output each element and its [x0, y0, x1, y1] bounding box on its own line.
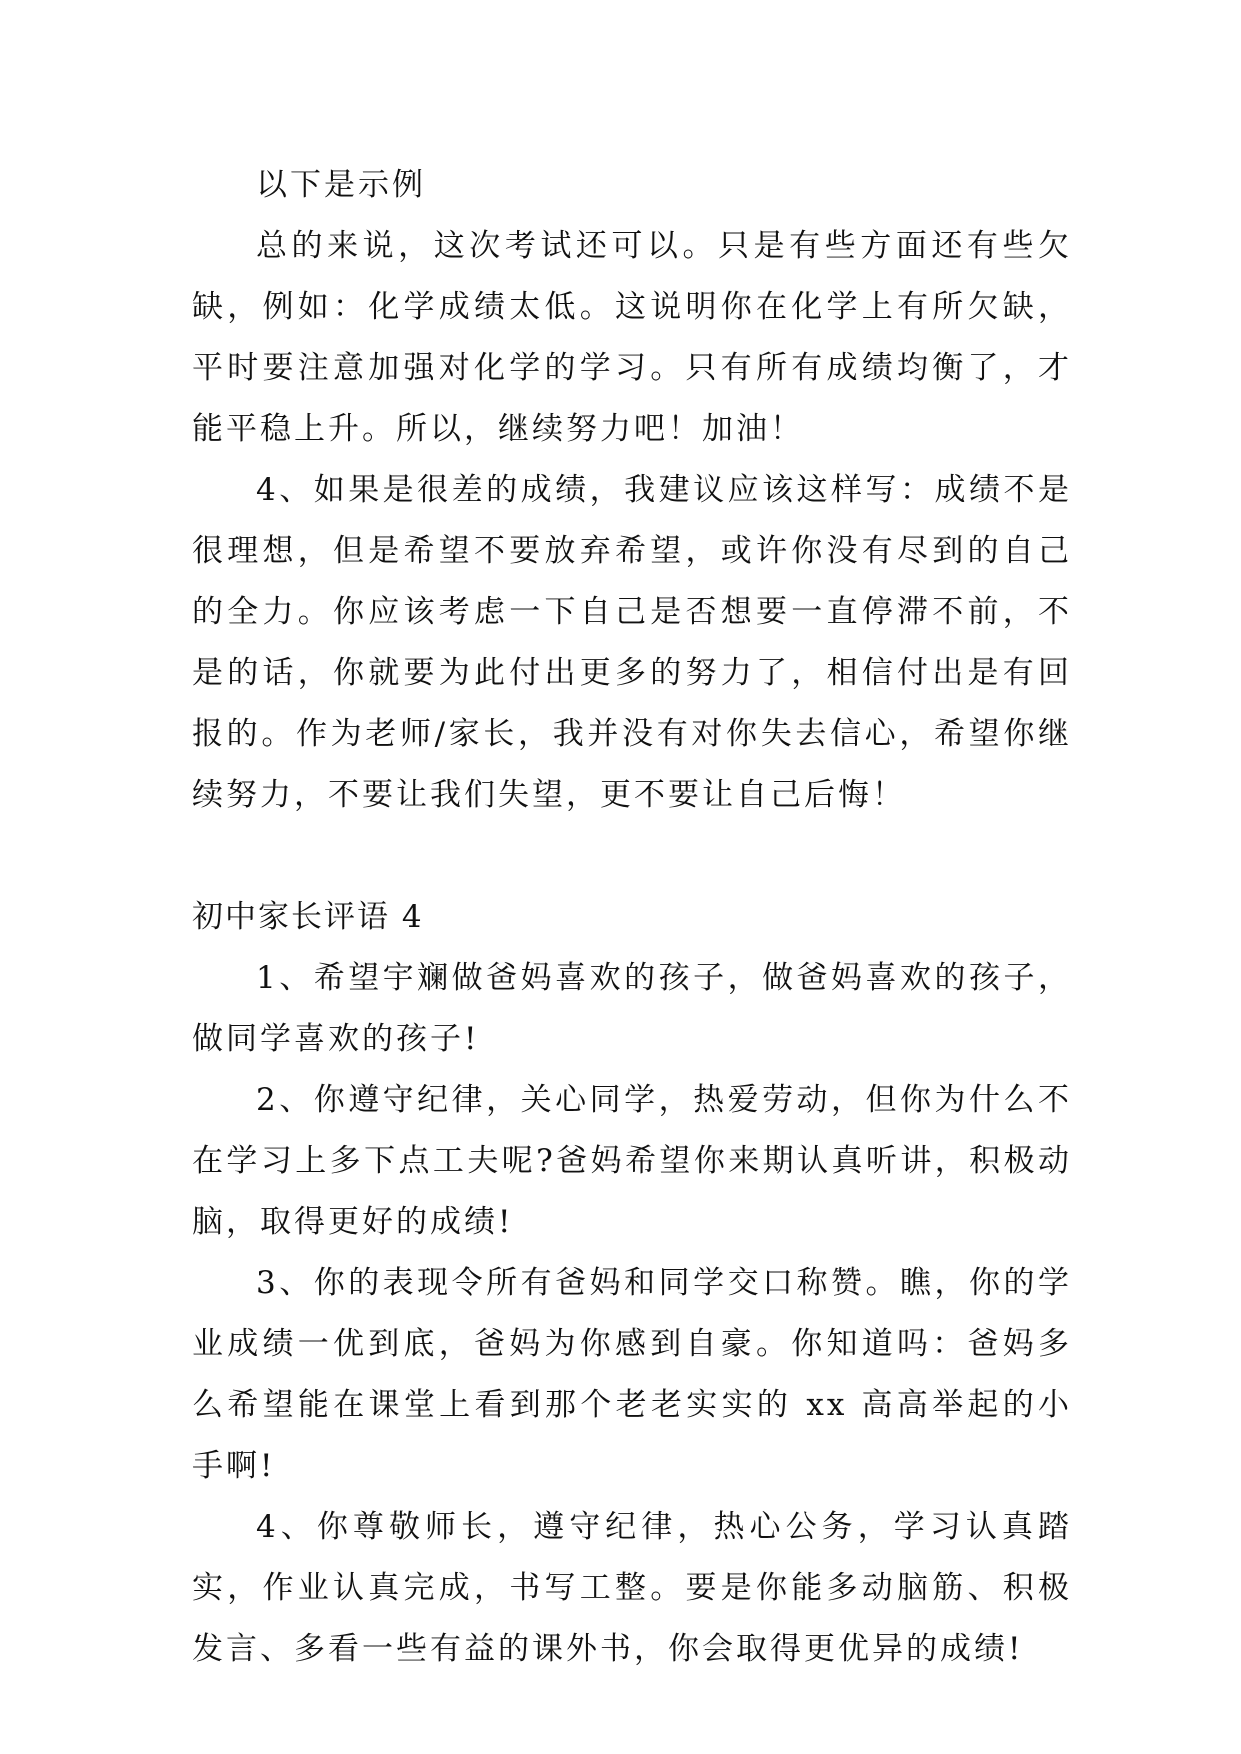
- comment-paragraph-2: 2、你遵守纪律，关心同学，热爱劳动，但你为什么不在学习上多下点工夫呢?爸妈希望你来期认真听讲，积极动脑，取得更好的成绩!: [192, 1082, 1072, 1240]
- comment-paragraph-3: 3、你的表现令所有爸妈和同学交口称赞。瞧，你的学业成绩一优到底，爸妈为你感到自豪。你知道吗：爸妈多么希望能在课堂上看到那个老老实实的 xx 高高举起的小手啊!: [192, 1265, 1072, 1484]
- document-body: [192, 155, 1072, 1680]
- poor-grade-paragraph: 4、如果是很差的成绩，我建议应该这样写：成绩不是很理想，但是希望不要放弃希望，或许你没有尽到的自己的全力。你应该考虑一下自己是否想要一直停滞不前，不是的话，你就要为此付出更多的努力了，相信付出是有回报的。作为老师/家长，我并没有对你失去信心，希望你继续努力，不要让我们失望，更不要让自己后悔！: [192, 472, 1072, 813]
- comment-paragraph-1: 1、希望宇斓做爸妈喜欢的孩子，做爸妈喜欢的孩子，做同学喜欢的孩子!: [192, 960, 1072, 1057]
- section-heading: 初中家长评语 4: [192, 899, 424, 935]
- summary-paragraph: 总的来说，这次考试还可以。只是有些方面还有些欠缺，例如：化学成绩太低。这说明你在化学上有所欠缺，平时要注意加强对化学的学习。只有所有成绩均衡了，才能平稳上升。所以，继续努力吧！加油！: [192, 228, 1072, 447]
- comment-paragraph-4: 4、你尊敬师长，遵守纪律，热心公务，学习认真踏实，作业认真完成，书写工整。要是你能多动脑筋、积极发言、多看一些有益的课外书，你会取得更优异的成绩!: [192, 1509, 1072, 1667]
- intro-line: 以下是示例: [256, 167, 426, 203]
